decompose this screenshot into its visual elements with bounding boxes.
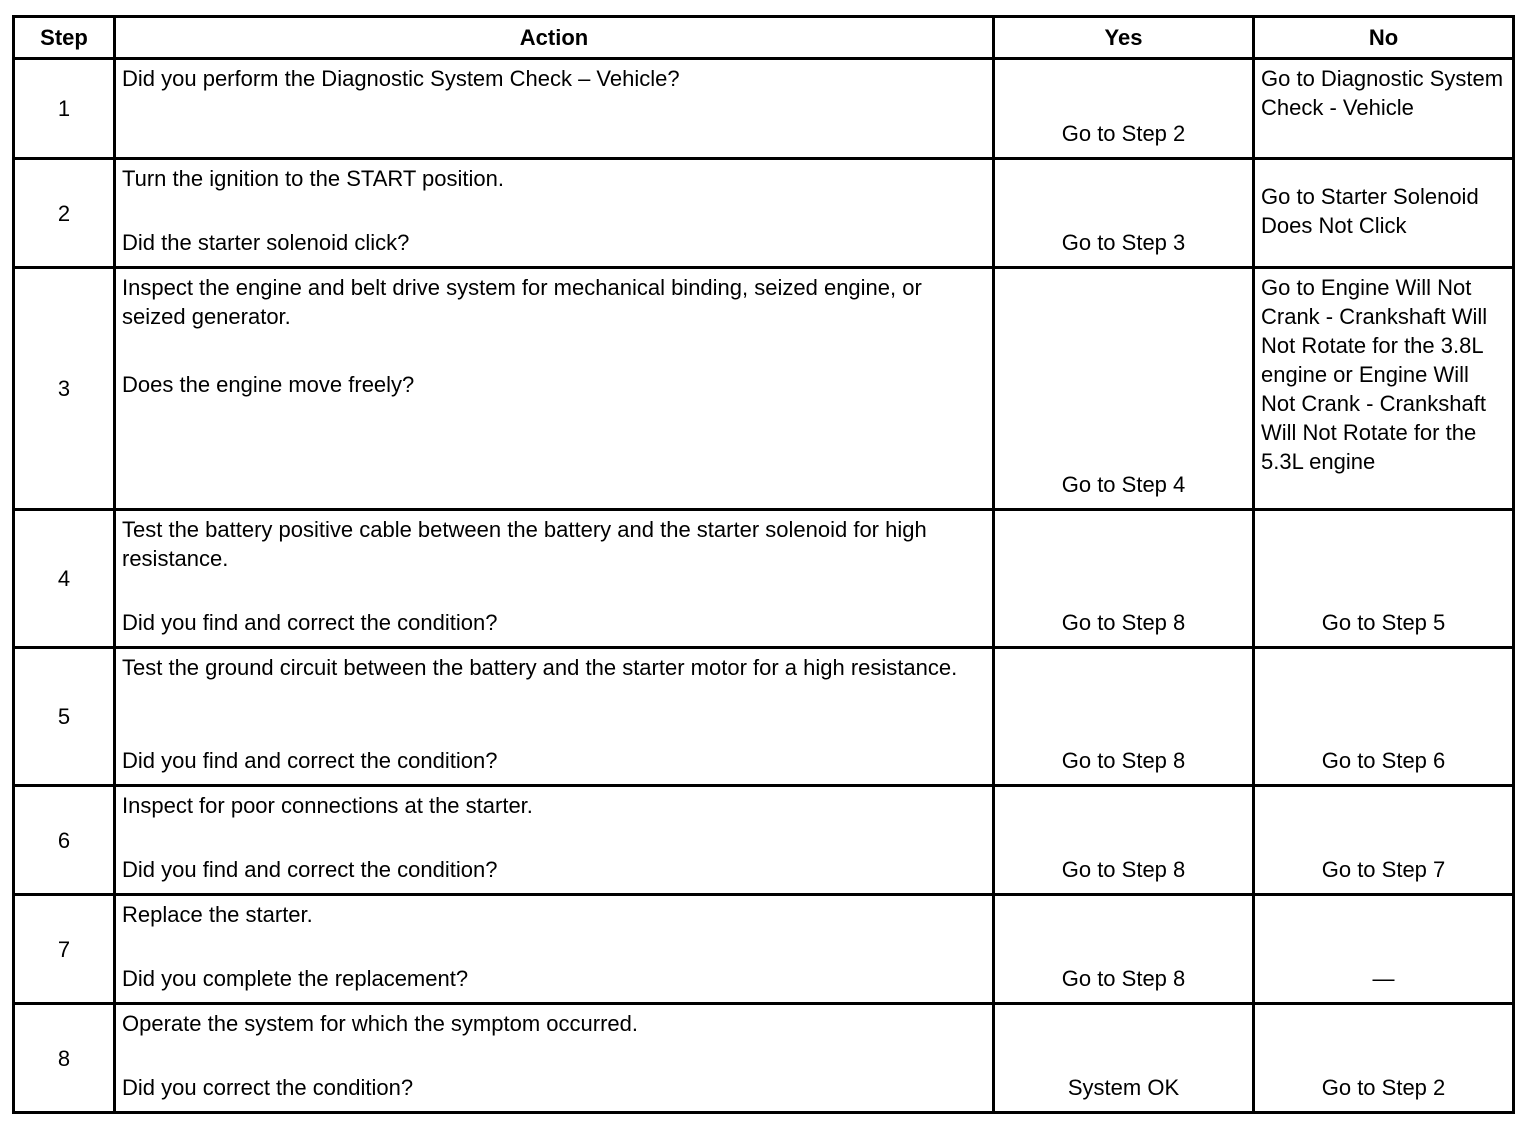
no-link: — (1372, 966, 1395, 991)
step-number: 1 (14, 59, 115, 159)
action-cell (115, 895, 994, 1004)
action-instruction: Inspect for poor connections at the starter. (122, 793, 533, 818)
yes-cell (994, 510, 1254, 648)
yes-link[interactable]: Go to Step 8 (1061, 748, 1186, 773)
table-row (14, 895, 1514, 1004)
no-cell (1254, 1004, 1514, 1113)
action-question: Did you perform the Diagnostic System Check – Vehicle? (122, 66, 680, 91)
table-row (14, 1004, 1514, 1113)
no-cell (1254, 268, 1514, 510)
action-question: Did the starter solenoid click? (122, 230, 410, 255)
header-step: Step (14, 17, 115, 59)
action-instruction: Replace the starter. (122, 902, 313, 927)
action-question: Did you correct the condition? (122, 1075, 414, 1100)
action-cell (115, 268, 994, 510)
no-cell (1254, 786, 1514, 895)
action-question: Did you find and correct the condition? (122, 610, 498, 635)
header-yes: Yes (994, 17, 1254, 59)
step-number: 6 (14, 786, 115, 895)
yes-link[interactable]: Go to Step 8 (1061, 610, 1186, 635)
table-row (14, 648, 1514, 786)
no-link[interactable]: Go to Step 7 (1321, 857, 1446, 882)
no-cell (1254, 159, 1514, 268)
action-question: Did you complete the replacement? (122, 966, 469, 991)
diagnostic-table (12, 15, 1515, 1114)
action-cell (115, 786, 994, 895)
header-action: Action (115, 17, 994, 59)
action-instruction: Operate the system for which the symptom occurred. (122, 1011, 638, 1036)
yes-cell (994, 895, 1254, 1004)
yes-cell (994, 1004, 1254, 1113)
table-row (14, 159, 1514, 268)
no-cell (1254, 59, 1514, 159)
table-row (14, 268, 1514, 510)
no-link[interactable]: Go to Diagnostic System Check - Vehicle (1261, 66, 1504, 120)
header-no: No (1254, 17, 1514, 59)
step-number: 4 (14, 510, 115, 648)
action-cell (115, 1004, 994, 1113)
yes-link[interactable]: Go to Step 4 (1061, 472, 1186, 497)
no-link[interactable]: Go to Step 6 (1321, 748, 1446, 773)
no-cell (1254, 510, 1514, 648)
yes-cell (994, 268, 1254, 510)
table-row (14, 59, 1514, 159)
no-link[interactable]: Go to Engine Will Not Crank - Crankshaft Will Not Rotate for the 3.8L engine or Engine Will Not Crank - Crankshaft Will Not Rotate for the 5.3L engine (1261, 275, 1488, 474)
step-number: 7 (14, 895, 115, 1004)
yes-cell (994, 59, 1254, 159)
no-cell (1254, 895, 1514, 1004)
action-question: Did you find and correct the condition? (122, 748, 498, 773)
table-row (14, 786, 1514, 895)
action-instruction: Inspect the engine and belt drive system for mechanical binding, seized engine, or seized generator. (122, 275, 922, 329)
action-cell (115, 59, 994, 159)
action-question: Did you find and correct the condition? (122, 857, 498, 882)
no-link[interactable]: Go to Step 2 (1321, 1075, 1446, 1100)
action-cell (115, 510, 994, 648)
yes-link[interactable]: System OK (1067, 1075, 1180, 1100)
yes-cell (994, 786, 1254, 895)
table-row (14, 510, 1514, 648)
step-number: 2 (14, 159, 115, 268)
yes-cell (994, 648, 1254, 786)
no-cell (1254, 648, 1514, 786)
step-number: 8 (14, 1004, 115, 1113)
yes-link[interactable]: Go to Step 8 (1061, 857, 1186, 882)
no-link[interactable]: Go to Starter Solenoid Does Not Click (1261, 183, 1479, 238)
action-instruction: Test the battery positive cable between the battery and the starter solenoid for high resistance. (122, 517, 927, 571)
yes-link[interactable]: Go to Step 2 (1061, 121, 1186, 146)
action-instruction: Test the ground circuit between the battery and the starter motor for a high resistance. (122, 655, 958, 680)
header-row (14, 17, 1514, 59)
no-link[interactable]: Go to Step 5 (1321, 610, 1446, 635)
step-number: 3 (14, 268, 115, 510)
yes-link[interactable]: Go to Step 8 (1061, 966, 1186, 991)
action-instruction: Turn the ignition to the START position. (122, 166, 504, 191)
action-question: Does the engine move freely? (122, 372, 415, 397)
action-cell (115, 648, 994, 786)
action-cell (115, 159, 994, 268)
yes-cell (994, 159, 1254, 268)
yes-link[interactable]: Go to Step 3 (1061, 230, 1186, 255)
step-number: 5 (14, 648, 115, 786)
